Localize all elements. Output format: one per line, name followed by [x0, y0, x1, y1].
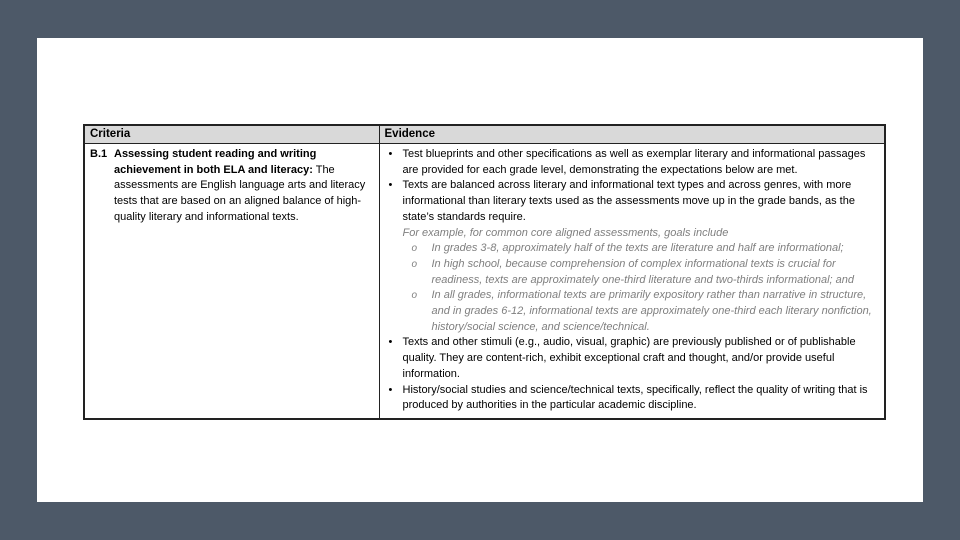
criterion-description: The assessments are English language arts and literacy tests that are based on an aligned balance of high-quality literary and informational texts. [114, 163, 366, 223]
document-page [37, 38, 923, 502]
table-row [84, 144, 885, 419]
bullet-marker: • [388, 179, 393, 192]
evidence-item-text: In high school, because comprehension of complex informational texts is crucial for readiness, texts are approximately one-third literature and two-thirds informational; and [431, 257, 854, 286]
evidence-item-text: Texts and other stimuli (e.g., audio, visual, graphic) are previously published or of publishable quality. They are content-rich, exhibit exceptional craft and thought, and/or provide useful information. [402, 336, 856, 380]
criteria-cell [84, 144, 379, 419]
evidence-item [384, 178, 879, 225]
evidence-item [384, 147, 879, 178]
evidence-item [403, 226, 879, 242]
evidence-item [384, 335, 879, 382]
evidence-item [384, 241, 879, 257]
criterion-title: Assessing student reading and writing achievement in both ELA and literacy: [114, 148, 317, 176]
evidence-item-text: Texts are balanced across literary and informational text types and across genres, with more informational than literary texts used as the assessments move up in the grade bands, as the state’s standards require. [402, 179, 855, 223]
criterion [87, 147, 375, 226]
bullet-marker: • [388, 148, 393, 160]
evidence-cell [379, 144, 885, 419]
table-header-row [84, 125, 885, 144]
evidence-item-text: History/social studies and science/technical texts, specifically, reflect the quality of writing that is produced by authorities in the particular academic discipline. [402, 383, 868, 412]
criteria-header-cell: Criteria [84, 125, 379, 144]
criterion-text [114, 147, 375, 226]
evidence-item-text: Test blueprints and other specifications as well as exemplar literary and informational passages are provided for each grade level, demonstrating the expectations below are met. [402, 148, 866, 176]
bullet-marker: • [388, 383, 393, 396]
criteria-evidence-table [83, 124, 886, 420]
evidence-item [384, 257, 879, 288]
sub-bullet-marker: o [411, 258, 418, 270]
evidence-item [384, 288, 879, 335]
evidence-list [384, 147, 879, 414]
sub-bullet-marker: o [411, 290, 418, 302]
evidence-item-text: In grades 3-8, approximately half of the texts are literature and half are informational; [431, 242, 844, 255]
evidence-item [384, 383, 879, 414]
bullet-marker: • [388, 336, 393, 349]
evidence-item-text: In all grades, informational texts are primarily expository rather than narrative in structure, and in grades 6-12, informational texts are approximately one-third each literary nonfiction, history/social science, and science/technical. [431, 289, 872, 333]
criterion-id: B.1 [90, 148, 108, 160]
evidence-item-text: For example, for common core aligned assessments, goals include [402, 226, 729, 239]
evidence-header-cell: Evidence [379, 125, 885, 144]
sub-bullet-marker: o [411, 243, 418, 255]
